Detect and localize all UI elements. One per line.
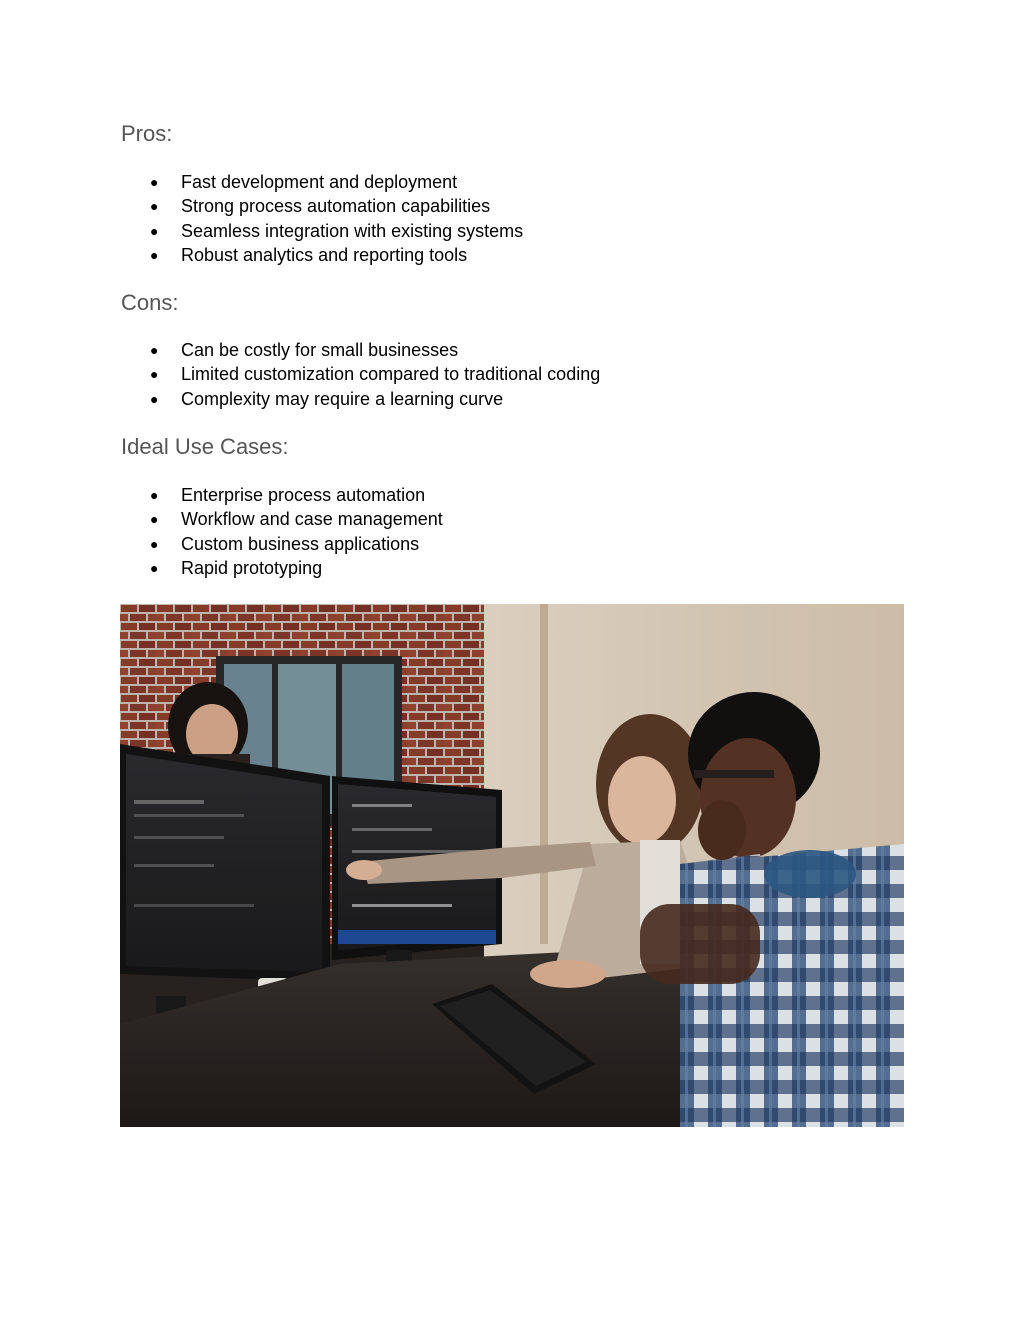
list-item (150, 556, 443, 580)
bullet: ● (150, 342, 159, 358)
list-item (150, 362, 600, 386)
bullet: ● (150, 246, 159, 263)
list-item (150, 507, 443, 531)
cons-list (150, 338, 600, 411)
list-item (150, 483, 443, 507)
bullet: ● (150, 390, 159, 407)
list-item-text: Strong process automation capabilities (181, 196, 491, 217)
list-item-text: Workflow and case management (181, 509, 443, 530)
list-item (150, 532, 443, 556)
list-item-text: Enterprise process automation (181, 485, 426, 505)
office-team-photo (120, 604, 904, 1127)
pros-heading: Pros: (121, 121, 173, 146)
list-item (150, 243, 523, 267)
list-item (150, 338, 600, 362)
pros-list (150, 170, 523, 267)
cons-heading: Cons: (121, 290, 179, 315)
bullet: ● (150, 174, 159, 190)
list-item-text: Custom business applications (181, 533, 420, 554)
list-item-text: Robust analytics and reporting tools (181, 244, 468, 265)
list-item (150, 194, 523, 218)
bullet: ● (150, 198, 159, 215)
ideal-use-cases-list (150, 483, 443, 580)
list-item-text: Complexity may require a learning curve (181, 388, 504, 409)
list-item-text: Seamless integration with existing systems (181, 220, 524, 241)
bullet: ● (150, 559, 159, 576)
list-item (150, 170, 523, 194)
list-item-text: Limited customization compared to traditional coding (181, 364, 601, 385)
bullet: ● (150, 222, 159, 239)
bullet: ● (150, 535, 159, 552)
list-item (150, 387, 600, 411)
list-item (150, 219, 523, 243)
bullet: ● (150, 487, 159, 503)
list-item-text: Rapid prototyping (181, 557, 323, 578)
bullet: ● (150, 511, 159, 528)
list-item-text: Can be costly for small businesses (181, 340, 459, 360)
ideal-use-cases-heading: Ideal Use Cases: (121, 434, 289, 459)
list-item-text: Fast development and deployment (181, 172, 458, 192)
bullet: ● (150, 366, 159, 383)
